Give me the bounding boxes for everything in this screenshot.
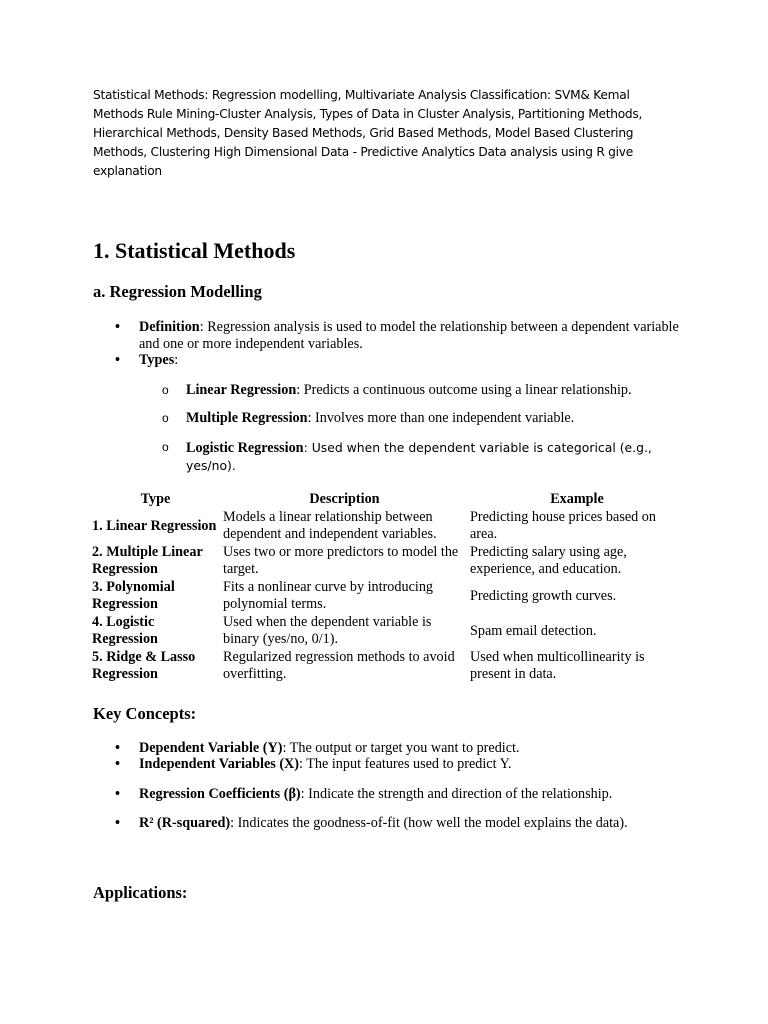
item-text: : Indicate the strength and direction of the relationship. [300, 786, 613, 802]
example-cell: Predicting salary using age, experience, and education. [470, 544, 627, 577]
description-cell: Uses two or more predictors to model the target. [223, 544, 459, 577]
bullet-marker: • [115, 756, 120, 772]
description-cell: Used when the dependent variable is binary (yes/no, 0/1). [223, 614, 432, 647]
item-text: : The input features used to predict Y. [299, 756, 512, 772]
list-item [115, 740, 699, 757]
description-cell: Models a linear relationship between dependent and independent variables. [223, 509, 437, 542]
subsection-heading: a. Regression Modelling [93, 282, 262, 301]
bullet-marker: • [115, 815, 120, 831]
column-header: Example [550, 491, 604, 507]
example-cell: Predicting growth curves. [470, 587, 617, 604]
intro-paragraph: Statistical Methods: Regression modelling, Multivariate Analysis Classification: SVM& Kemal Methods Rule Mining-Cluster Analysis, Types of Data in Cluster Analysis, Partitioning Methods, Hierarchical Methods, Density Based Methods, Grid Based Methods, Model Based Clustering Methods, Clustering High Dimensional Data - Predictive Analytics Data analysis using R give explanation [93, 88, 643, 178]
table-row [90, 614, 686, 649]
type-cell: 2. Multiple Linear Regression [92, 544, 203, 577]
item-text: : Involves more than one independent variable. [307, 410, 575, 426]
table-row [90, 544, 686, 579]
definition-text: : Regression analysis is used to model the relationship between a dependent variable and one or more independent variables. [139, 319, 679, 352]
definition-label: Definition [139, 319, 200, 335]
type-cell: 3. Polynomial Regression [92, 579, 175, 612]
definition-bullet [115, 319, 684, 353]
table-row [90, 509, 686, 544]
column-header: Type [140, 491, 171, 507]
list-item [115, 786, 699, 803]
table-row [90, 579, 686, 614]
table-row [90, 649, 686, 684]
list-item [162, 410, 686, 427]
item-text: : Used when the dependent variable is categorical (e.g., yes/no). [186, 440, 652, 473]
item-label: Multiple Regression [186, 410, 308, 426]
sub-bullet-marker: o [162, 440, 169, 454]
type-cell: 1. Linear Regression [92, 517, 217, 534]
bullet-marker: • [115, 352, 120, 368]
types-label: Types [139, 352, 175, 368]
description-cell: Fits a nonlinear curve by introducing polynomial terms. [223, 579, 434, 612]
item-label: Regression Coefficients (β) [139, 786, 301, 802]
type-cell: 4. Logistic Regression [92, 614, 158, 647]
example-cell: Predicting house prices based on area. [470, 509, 656, 542]
type-cell: 5. Ridge & Lasso Regression [92, 649, 196, 682]
item-label: Linear Regression [186, 382, 297, 398]
types-colon: : [174, 352, 179, 368]
applications-heading: Applications: [93, 883, 188, 902]
sub-bullet-marker: o [162, 383, 169, 397]
column-header: Description [309, 491, 380, 507]
example-cell: Spam email detection. [470, 622, 597, 639]
key-concepts-heading: Key Concepts: [93, 704, 197, 723]
item-text: : Indicates the goodness-of-fit (how well the model explains the data). [230, 815, 628, 831]
types-bullet [115, 352, 179, 369]
bullet-marker: • [115, 786, 120, 802]
description-cell: Regularized regression methods to avoid overfitting. [223, 649, 455, 682]
item-label: R² (R-squared) [139, 815, 231, 831]
bullet-marker: • [115, 319, 120, 335]
list-item [162, 439, 661, 475]
section-heading: 1. Statistical Methods [93, 238, 296, 263]
regression-types-table [90, 491, 686, 684]
bullet-marker: • [115, 740, 120, 756]
list-item [115, 815, 719, 832]
example-cell: Used when multicollinearity is present in data. [470, 649, 645, 682]
item-label: Logistic Regression [186, 440, 304, 456]
list-item [115, 756, 699, 773]
item-text: : Predicts a continuous outcome using a linear relationship. [296, 382, 632, 398]
sub-bullet-marker: o [162, 411, 169, 425]
item-label: Independent Variables (X) [139, 756, 300, 772]
item-label: Dependent Variable (Y) [139, 740, 283, 756]
list-item [162, 382, 686, 399]
item-text: : The output or target you want to predict. [282, 740, 520, 756]
table-header-row [90, 491, 686, 509]
